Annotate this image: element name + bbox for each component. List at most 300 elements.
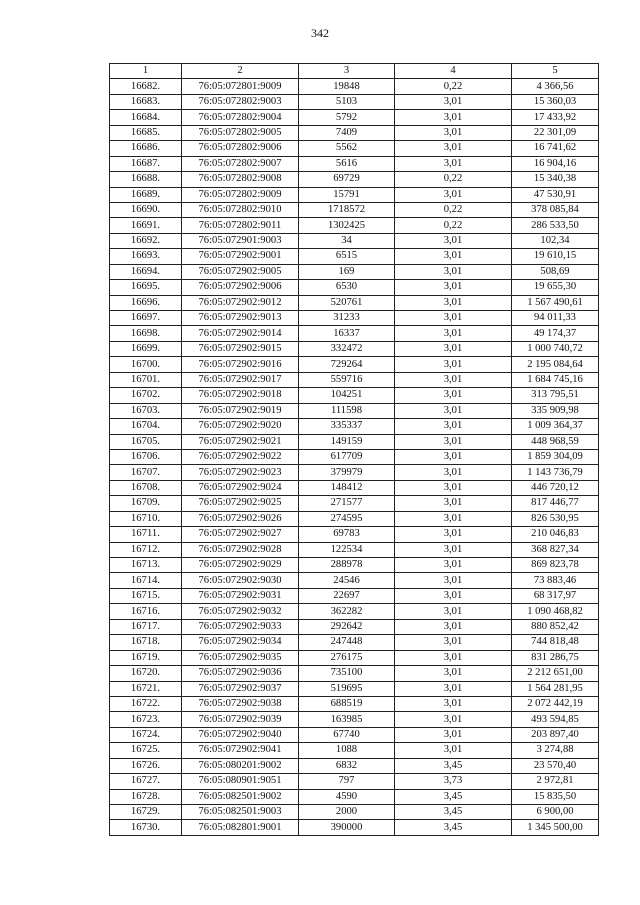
cadastral-number-cell: 76:05:072902:9021 [182, 434, 299, 449]
rate-cell: 3,01 [395, 573, 512, 588]
area-cell: 797 [299, 774, 395, 789]
value-cell: 4 366,56 [512, 79, 599, 94]
row-number-cell: 16683. [110, 94, 182, 109]
area-cell: 2000 [299, 805, 395, 820]
cadastral-number-cell: 76:05:072802:9007 [182, 156, 299, 171]
value-cell: 2 212 651,00 [512, 666, 599, 681]
cadastral-number-cell: 76:05:072902:9027 [182, 527, 299, 542]
table-row [110, 434, 599, 449]
cadastral-number-cell: 76:05:072902:9018 [182, 388, 299, 403]
row-number-cell: 16709. [110, 496, 182, 511]
cadastral-number-cell: 76:05:072902:9035 [182, 650, 299, 665]
rate-cell: 3,01 [395, 619, 512, 634]
area-cell: 247448 [299, 635, 395, 650]
table-row [110, 789, 599, 804]
rate-cell: 3,01 [395, 280, 512, 295]
rate-cell: 3,01 [395, 449, 512, 464]
value-cell: 368 827,34 [512, 542, 599, 557]
column-header: 2 [182, 64, 299, 79]
row-number-cell: 16711. [110, 527, 182, 542]
value-cell: 73 883,46 [512, 573, 599, 588]
table-row [110, 666, 599, 681]
rate-cell: 3,01 [395, 233, 512, 248]
value-cell: 15 835,50 [512, 789, 599, 804]
row-number-cell: 16695. [110, 280, 182, 295]
rate-cell: 3,01 [395, 403, 512, 418]
value-cell: 446 720,12 [512, 480, 599, 495]
rate-cell: 3,45 [395, 758, 512, 773]
table-row [110, 588, 599, 603]
table-row [110, 125, 599, 140]
area-cell: 5103 [299, 94, 395, 109]
cadastral-number-cell: 76:05:072902:9032 [182, 604, 299, 619]
value-cell: 448 968,59 [512, 434, 599, 449]
cadastral-number-cell: 76:05:080901:9051 [182, 774, 299, 789]
area-cell: 149159 [299, 434, 395, 449]
row-number-cell: 16705. [110, 434, 182, 449]
row-number-cell: 16716. [110, 604, 182, 619]
value-cell: 1 567 490,61 [512, 295, 599, 310]
cadastral-number-cell: 76:05:072902:9005 [182, 264, 299, 279]
cadastral-number-cell: 76:05:072902:9036 [182, 666, 299, 681]
area-cell: 6832 [299, 758, 395, 773]
area-cell: 362282 [299, 604, 395, 619]
cadastral-number-cell: 76:05:082801:9001 [182, 820, 299, 835]
table-row [110, 635, 599, 650]
row-number-cell: 16708. [110, 480, 182, 495]
area-cell: 5792 [299, 110, 395, 125]
cadastral-number-cell: 76:05:072802:9006 [182, 141, 299, 156]
row-number-cell: 16722. [110, 696, 182, 711]
row-number-cell: 16719. [110, 650, 182, 665]
cadastral-number-cell: 76:05:072902:9037 [182, 681, 299, 696]
table-row [110, 311, 599, 326]
value-cell: 313 795,51 [512, 388, 599, 403]
rate-cell: 3,01 [395, 419, 512, 434]
area-cell: 5562 [299, 141, 395, 156]
area-cell: 7409 [299, 125, 395, 140]
value-cell: 2 972,81 [512, 774, 599, 789]
row-number-cell: 16685. [110, 125, 182, 140]
value-cell: 826 530,95 [512, 511, 599, 526]
column-header: 4 [395, 64, 512, 79]
row-number-cell: 16720. [110, 666, 182, 681]
row-number-cell: 16691. [110, 218, 182, 233]
rate-cell: 0,22 [395, 202, 512, 217]
area-cell: 104251 [299, 388, 395, 403]
area-cell: 292642 [299, 619, 395, 634]
cadastral-number-cell: 76:05:072802:9003 [182, 94, 299, 109]
value-cell: 1 009 364,37 [512, 419, 599, 434]
rate-cell: 3,01 [395, 496, 512, 511]
area-cell: 111598 [299, 403, 395, 418]
row-number-cell: 16703. [110, 403, 182, 418]
rate-cell: 0,22 [395, 218, 512, 233]
value-cell: 1 143 736,79 [512, 465, 599, 480]
table-row [110, 110, 599, 125]
value-cell: 1 090 468,82 [512, 604, 599, 619]
table-row [110, 758, 599, 773]
value-cell: 68 317,97 [512, 588, 599, 603]
rate-cell: 3,01 [395, 480, 512, 495]
table-row [110, 94, 599, 109]
row-number-cell: 16696. [110, 295, 182, 310]
area-cell: 4590 [299, 789, 395, 804]
table-row [110, 156, 599, 171]
rate-cell: 3,01 [395, 712, 512, 727]
value-cell: 16 904,16 [512, 156, 599, 171]
rate-cell: 3,73 [395, 774, 512, 789]
row-number-cell: 16723. [110, 712, 182, 727]
table-row [110, 820, 599, 835]
area-cell: 22697 [299, 588, 395, 603]
area-cell: 1088 [299, 743, 395, 758]
page-number: 342 [311, 26, 329, 40]
cadastral-number-cell: 76:05:072901:9003 [182, 233, 299, 248]
row-number-cell: 16682. [110, 79, 182, 94]
row-number-cell: 16698. [110, 326, 182, 341]
table-row [110, 79, 599, 94]
rate-cell: 3,01 [395, 727, 512, 742]
value-cell: 16 741,62 [512, 141, 599, 156]
table-row [110, 357, 599, 372]
cadastral-number-cell: 76:05:072902:9040 [182, 727, 299, 742]
table-row [110, 496, 599, 511]
area-cell: 6515 [299, 249, 395, 264]
rate-cell: 3,01 [395, 542, 512, 557]
value-cell: 210 046,83 [512, 527, 599, 542]
value-cell: 203 897,40 [512, 727, 599, 742]
cadastral-number-cell: 76:05:072902:9031 [182, 588, 299, 603]
value-cell: 47 530,91 [512, 187, 599, 202]
cadastral-number-cell: 76:05:072902:9015 [182, 341, 299, 356]
area-cell: 5616 [299, 156, 395, 171]
rate-cell: 3,45 [395, 820, 512, 835]
row-number-cell: 16690. [110, 202, 182, 217]
column-header: 5 [512, 64, 599, 79]
cadastral-number-cell: 76:05:072802:9008 [182, 172, 299, 187]
row-number-cell: 16700. [110, 357, 182, 372]
row-number-cell: 16725. [110, 743, 182, 758]
cadastral-number-cell: 76:05:072902:9001 [182, 249, 299, 264]
rate-cell: 3,01 [395, 650, 512, 665]
area-cell: 24546 [299, 573, 395, 588]
table-row [110, 218, 599, 233]
row-number-cell: 16697. [110, 311, 182, 326]
rate-cell: 3,01 [395, 187, 512, 202]
row-number-cell: 16717. [110, 619, 182, 634]
rate-cell: 3,01 [395, 110, 512, 125]
rate-cell: 3,01 [395, 681, 512, 696]
rate-cell: 3,01 [395, 357, 512, 372]
rate-cell: 3,01 [395, 264, 512, 279]
table-row [110, 558, 599, 573]
value-cell: 335 909,98 [512, 403, 599, 418]
value-cell: 1 000 740,72 [512, 341, 599, 356]
area-cell: 19848 [299, 79, 395, 94]
cadastral-number-cell: 76:05:072802:9010 [182, 202, 299, 217]
rate-cell: 3,01 [395, 326, 512, 341]
table-row [110, 727, 599, 742]
row-number-cell: 16699. [110, 341, 182, 356]
value-cell: 744 818,48 [512, 635, 599, 650]
table-row [110, 172, 599, 187]
value-cell: 3 274,88 [512, 743, 599, 758]
row-number-cell: 16728. [110, 789, 182, 804]
cadastral-number-cell: 76:05:072902:9041 [182, 743, 299, 758]
area-cell: 16337 [299, 326, 395, 341]
table-row [110, 403, 599, 418]
area-cell: 390000 [299, 820, 395, 835]
area-cell: 617709 [299, 449, 395, 464]
rate-cell: 3,45 [395, 789, 512, 804]
area-cell: 69729 [299, 172, 395, 187]
area-cell: 1718572 [299, 202, 395, 217]
value-cell: 2 072 442,19 [512, 696, 599, 711]
rate-cell: 3,01 [395, 311, 512, 326]
area-cell: 31233 [299, 311, 395, 326]
area-cell: 34 [299, 233, 395, 248]
cadastral-number-cell: 76:05:072902:9038 [182, 696, 299, 711]
area-cell: 6530 [299, 280, 395, 295]
row-number-cell: 16684. [110, 110, 182, 125]
table-row [110, 511, 599, 526]
cadastral-number-cell: 76:05:072801:9009 [182, 79, 299, 94]
area-cell: 69783 [299, 527, 395, 542]
row-number-cell: 16726. [110, 758, 182, 773]
area-cell: 163985 [299, 712, 395, 727]
value-cell: 378 085,84 [512, 202, 599, 217]
cadastral-number-cell: 76:05:082501:9002 [182, 789, 299, 804]
rate-cell: 3,01 [395, 465, 512, 480]
value-cell: 19 610,15 [512, 249, 599, 264]
table-row [110, 805, 599, 820]
rate-cell: 3,01 [395, 141, 512, 156]
table-row [110, 696, 599, 711]
value-cell: 1 345 500,00 [512, 820, 599, 835]
cadastral-number-cell: 76:05:072802:9005 [182, 125, 299, 140]
value-cell: 17 433,92 [512, 110, 599, 125]
cadastral-number-cell: 76:05:082501:9003 [182, 805, 299, 820]
table-row [110, 449, 599, 464]
value-cell: 22 301,09 [512, 125, 599, 140]
cadastral-number-cell: 76:05:072902:9019 [182, 403, 299, 418]
rate-cell: 3,01 [395, 94, 512, 109]
cadastral-number-cell: 76:05:072802:9009 [182, 187, 299, 202]
table-row [110, 465, 599, 480]
row-number-cell: 16715. [110, 588, 182, 603]
cadastral-number-cell: 76:05:072902:9039 [182, 712, 299, 727]
area-cell: 559716 [299, 372, 395, 387]
rate-cell: 3,01 [395, 125, 512, 140]
rate-cell: 0,22 [395, 172, 512, 187]
row-number-cell: 16729. [110, 805, 182, 820]
area-cell: 332472 [299, 341, 395, 356]
cadastral-number-cell: 76:05:072902:9014 [182, 326, 299, 341]
cadastral-number-cell: 76:05:072902:9020 [182, 419, 299, 434]
table-row [110, 202, 599, 217]
rate-cell: 3,01 [395, 604, 512, 619]
row-number-cell: 16702. [110, 388, 182, 403]
table-row [110, 573, 599, 588]
rate-cell: 3,01 [395, 341, 512, 356]
rate-cell: 3,45 [395, 805, 512, 820]
row-number-cell: 16718. [110, 635, 182, 650]
value-cell: 1 684 745,16 [512, 372, 599, 387]
rate-cell: 3,01 [395, 388, 512, 403]
table-row [110, 264, 599, 279]
table-row [110, 372, 599, 387]
table-row [110, 542, 599, 557]
area-cell: 688519 [299, 696, 395, 711]
value-cell: 880 852,42 [512, 619, 599, 634]
row-number-cell: 16714. [110, 573, 182, 588]
cadastral-value-table [109, 63, 599, 836]
cadastral-number-cell: 76:05:072902:9012 [182, 295, 299, 310]
table-row [110, 419, 599, 434]
table-row [110, 712, 599, 727]
row-number-cell: 16713. [110, 558, 182, 573]
cadastral-number-cell: 76:05:072902:9016 [182, 357, 299, 372]
area-cell: 1302425 [299, 218, 395, 233]
rate-cell: 3,01 [395, 156, 512, 171]
row-number-cell: 16692. [110, 233, 182, 248]
rate-cell: 3,01 [395, 511, 512, 526]
table-row [110, 480, 599, 495]
table-header-row [110, 64, 599, 79]
column-header: 1 [110, 64, 182, 79]
cadastral-number-cell: 76:05:072902:9026 [182, 511, 299, 526]
row-number-cell: 16730. [110, 820, 182, 835]
value-cell: 2 195 084,64 [512, 357, 599, 372]
area-cell: 379979 [299, 465, 395, 480]
rate-cell: 3,01 [395, 558, 512, 573]
table-body [110, 79, 599, 835]
row-number-cell: 16689. [110, 187, 182, 202]
rate-cell: 3,01 [395, 666, 512, 681]
table-row [110, 341, 599, 356]
table-row [110, 233, 599, 248]
cadastral-number-cell: 76:05:072902:9029 [182, 558, 299, 573]
row-number-cell: 16694. [110, 264, 182, 279]
cadastral-number-cell: 76:05:080201:9002 [182, 758, 299, 773]
table-row [110, 527, 599, 542]
table-row [110, 604, 599, 619]
row-number-cell: 16707. [110, 465, 182, 480]
value-cell: 1 564 281,95 [512, 681, 599, 696]
value-cell: 94 011,33 [512, 311, 599, 326]
table-row [110, 388, 599, 403]
rate-cell: 3,01 [395, 295, 512, 310]
rate-cell: 3,01 [395, 372, 512, 387]
rate-cell: 3,01 [395, 743, 512, 758]
row-number-cell: 16706. [110, 449, 182, 464]
value-cell: 1 859 304,09 [512, 449, 599, 464]
area-cell: 735100 [299, 666, 395, 681]
cadastral-number-cell: 76:05:072902:9028 [182, 542, 299, 557]
value-cell: 102,34 [512, 233, 599, 248]
area-cell: 169 [299, 264, 395, 279]
cadastral-number-cell: 76:05:072902:9024 [182, 480, 299, 495]
value-cell: 6 900,00 [512, 805, 599, 820]
rate-cell: 0,22 [395, 79, 512, 94]
table-row [110, 650, 599, 665]
area-cell: 288978 [299, 558, 395, 573]
cadastral-number-cell: 76:05:072902:9017 [182, 372, 299, 387]
value-cell: 831 286,75 [512, 650, 599, 665]
table-row [110, 187, 599, 202]
area-cell: 274595 [299, 511, 395, 526]
row-number-cell: 16688. [110, 172, 182, 187]
column-header: 3 [299, 64, 395, 79]
value-cell: 49 174,37 [512, 326, 599, 341]
table-row [110, 249, 599, 264]
cadastral-number-cell: 76:05:072902:9034 [182, 635, 299, 650]
cadastral-number-cell: 76:05:072902:9025 [182, 496, 299, 511]
value-cell: 493 594,85 [512, 712, 599, 727]
rate-cell: 3,01 [395, 434, 512, 449]
area-cell: 271577 [299, 496, 395, 511]
rate-cell: 3,01 [395, 249, 512, 264]
value-cell: 15 340,38 [512, 172, 599, 187]
row-number-cell: 16727. [110, 774, 182, 789]
value-cell: 286 533,50 [512, 218, 599, 233]
value-cell: 869 823,78 [512, 558, 599, 573]
table-row [110, 681, 599, 696]
row-number-cell: 16686. [110, 141, 182, 156]
cadastral-number-cell: 76:05:072802:9004 [182, 110, 299, 125]
rate-cell: 3,01 [395, 527, 512, 542]
cadastral-number-cell: 76:05:072902:9023 [182, 465, 299, 480]
area-cell: 15791 [299, 187, 395, 202]
area-cell: 519695 [299, 681, 395, 696]
table-row [110, 280, 599, 295]
row-number-cell: 16687. [110, 156, 182, 171]
area-cell: 729264 [299, 357, 395, 372]
area-cell: 335337 [299, 419, 395, 434]
table-row [110, 619, 599, 634]
row-number-cell: 16710. [110, 511, 182, 526]
row-number-cell: 16721. [110, 681, 182, 696]
table-row [110, 141, 599, 156]
rate-cell: 3,01 [395, 635, 512, 650]
value-cell: 817 446,77 [512, 496, 599, 511]
area-cell: 276175 [299, 650, 395, 665]
area-cell: 520761 [299, 295, 395, 310]
cadastral-number-cell: 76:05:072802:9011 [182, 218, 299, 233]
cadastral-number-cell: 76:05:072902:9030 [182, 573, 299, 588]
cadastral-number-cell: 76:05:072902:9033 [182, 619, 299, 634]
value-cell: 15 360,03 [512, 94, 599, 109]
area-cell: 67740 [299, 727, 395, 742]
area-cell: 122534 [299, 542, 395, 557]
value-cell: 23 570,40 [512, 758, 599, 773]
row-number-cell: 16712. [110, 542, 182, 557]
table-row [110, 295, 599, 310]
rate-cell: 3,01 [395, 696, 512, 711]
value-cell: 19 655,30 [512, 280, 599, 295]
table-row [110, 326, 599, 341]
cadastral-number-cell: 76:05:072902:9022 [182, 449, 299, 464]
rate-cell: 3,01 [395, 588, 512, 603]
row-number-cell: 16724. [110, 727, 182, 742]
table-row [110, 774, 599, 789]
area-cell: 148412 [299, 480, 395, 495]
row-number-cell: 16701. [110, 372, 182, 387]
cadastral-number-cell: 76:05:072902:9006 [182, 280, 299, 295]
value-cell: 508,69 [512, 264, 599, 279]
cadastral-number-cell: 76:05:072902:9013 [182, 311, 299, 326]
